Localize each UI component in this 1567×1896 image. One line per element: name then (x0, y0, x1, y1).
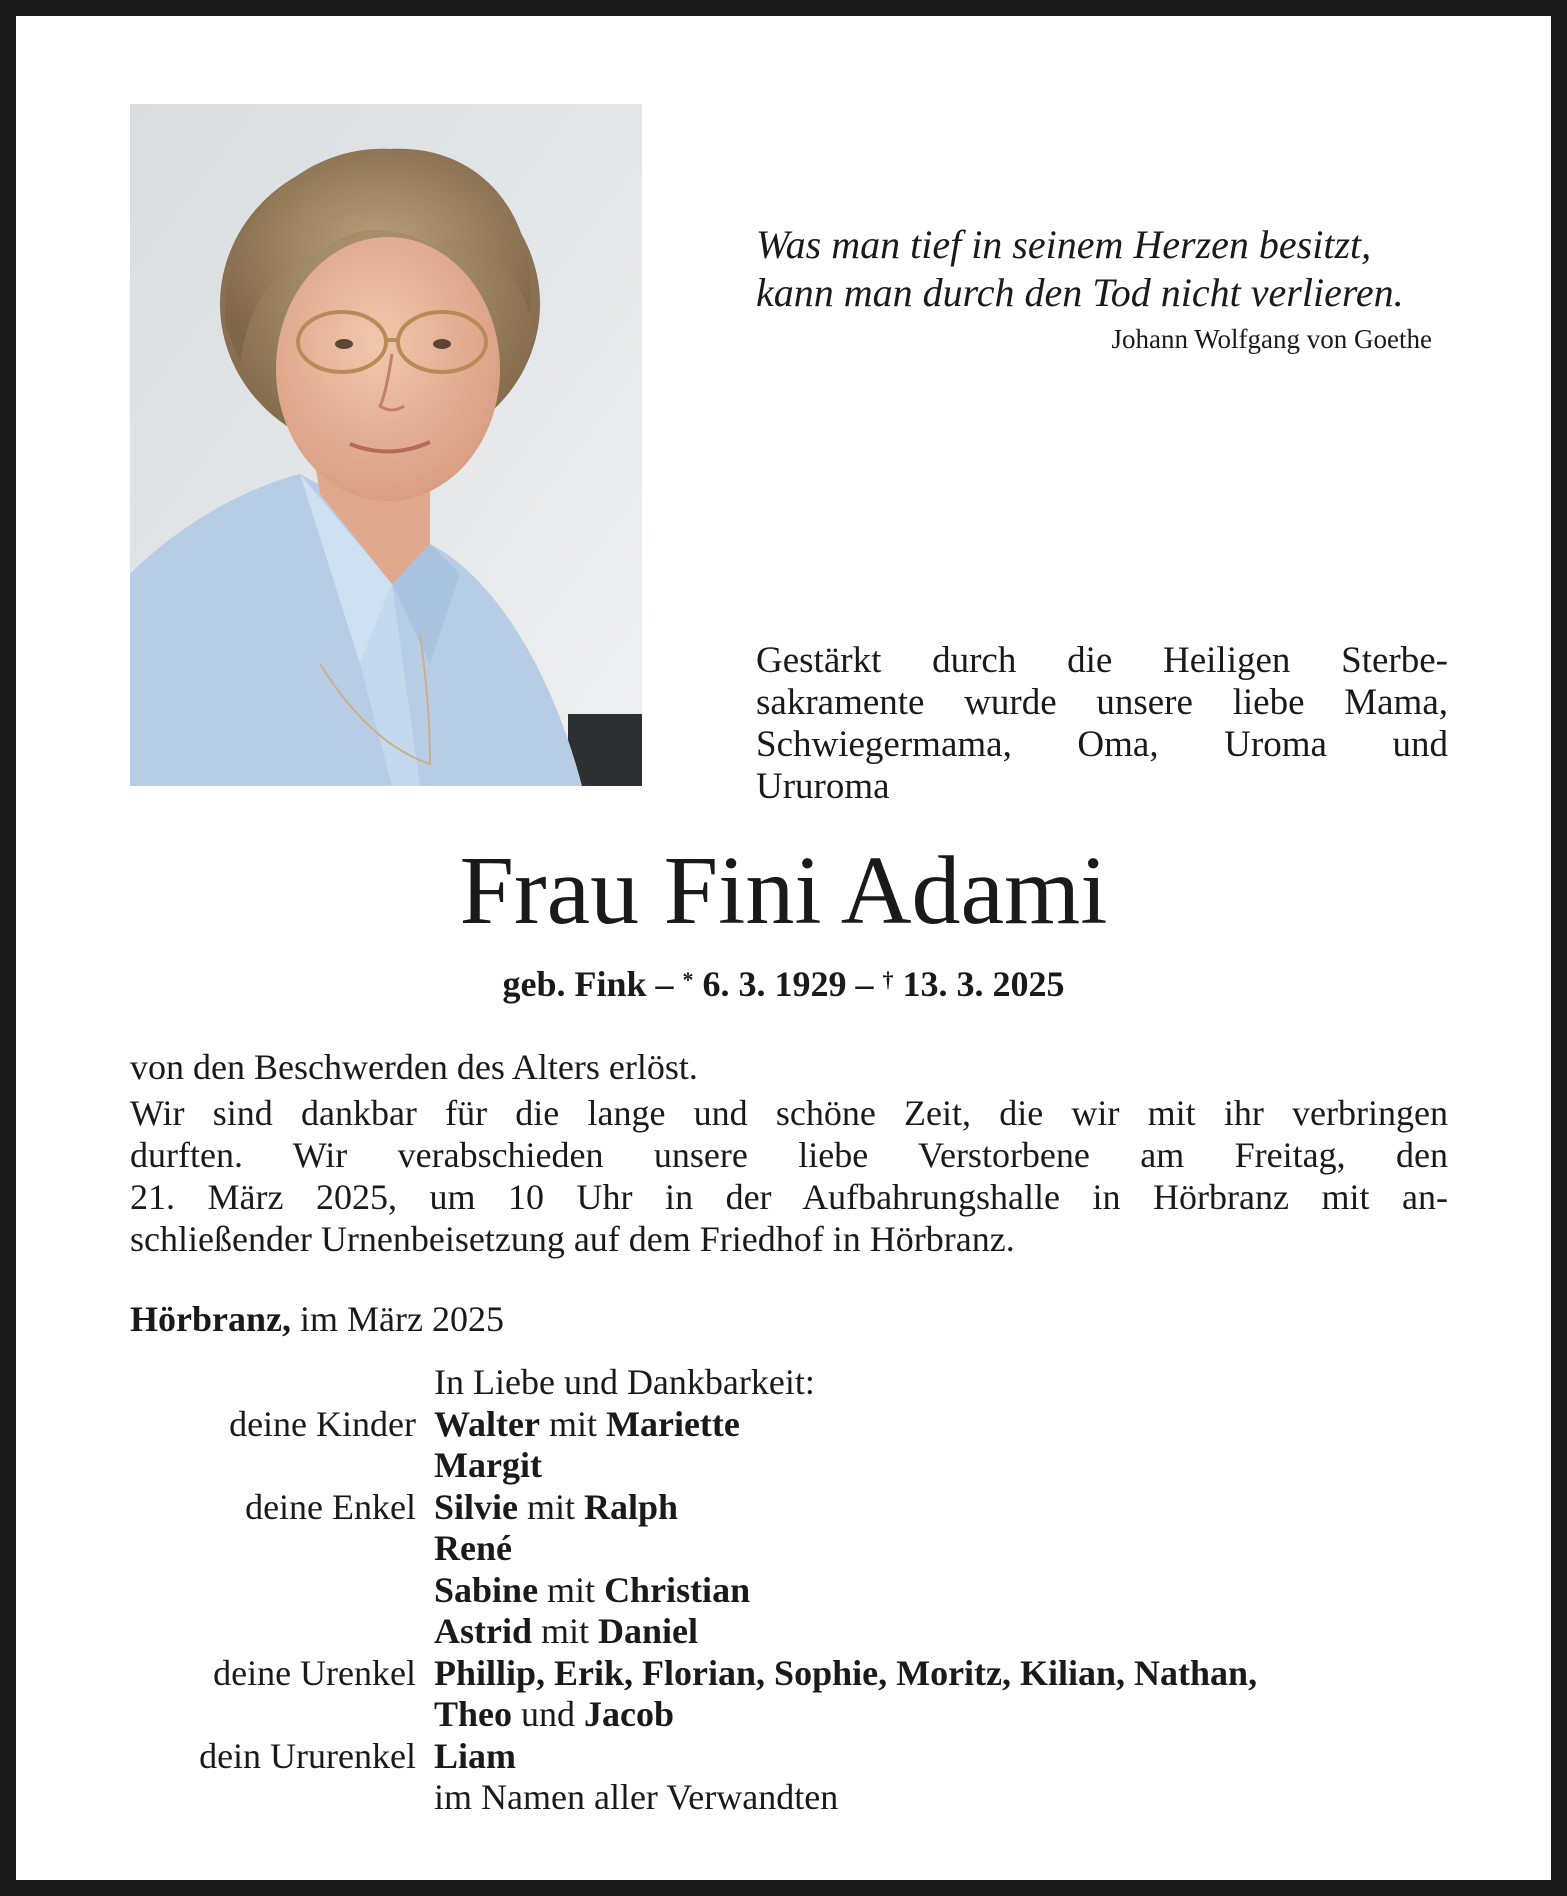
family-row (130, 1487, 1448, 1529)
family-row (130, 1404, 1448, 1446)
with-word: mit (547, 1569, 596, 1610)
place-town: Hörbranz, (130, 1299, 291, 1339)
family-row (130, 1653, 1448, 1695)
birth-date: 6. 3. 1929 (702, 964, 847, 1004)
family-row (130, 1528, 1448, 1570)
grandchildren-label: deine Enkel (245, 1486, 416, 1527)
body-line-2: durften. Wir verabschieden unsere liebe Verstorbene am Freitag, den (130, 1135, 1448, 1175)
greatgrandchild-name: Theo (434, 1694, 513, 1734)
deceased-name: Frau Fini Adami (459, 837, 1108, 945)
grandchild-name: Astrid (434, 1611, 532, 1651)
portrait-image (130, 104, 642, 786)
with-word: mit (548, 1403, 597, 1444)
place-date: im März 2025 (299, 1299, 504, 1339)
place-and-date (130, 1298, 930, 1340)
intro-line-2: sakramente wurde unsere liebe Mama, (756, 682, 1448, 723)
intro-line-3: Schwiegermama, Oma, Uroma und (756, 724, 1448, 765)
family-row (130, 1694, 1448, 1736)
family-row (130, 1736, 1448, 1778)
grandchild-name: Silvie (434, 1486, 519, 1527)
with-word: mit (541, 1611, 590, 1651)
greatgrandchildren-label: deine Urenkel (213, 1652, 416, 1693)
greatgreatgrandchild-label: dein Ururenkel (199, 1735, 416, 1776)
quote-author: Johann Wolfgang von Goethe (1111, 324, 1432, 354)
greatgrandchild-name: Jacob (584, 1694, 675, 1734)
grandchild-name: Sabine (434, 1569, 539, 1610)
children-label: deine Kinder (229, 1403, 416, 1444)
greatgreatgrandchild-name: Liam (434, 1735, 517, 1776)
announcement-body (130, 1046, 1448, 1260)
birth-symbol: * (682, 967, 694, 992)
child-name: Margit (434, 1445, 542, 1485)
partner-name: Ralph (584, 1486, 679, 1527)
partner-name: Mariette (605, 1403, 740, 1444)
family-list (130, 1362, 1448, 1819)
family-heading: In Liebe und Dankbarkeit: (434, 1362, 815, 1402)
quote-line-1: Was man tief in seinem Herzen besitzt, (756, 222, 1372, 267)
death-date: 13. 3. 2025 (902, 964, 1065, 1004)
grandchild-name: René (434, 1528, 512, 1568)
family-row (130, 1570, 1448, 1612)
goethe-quote (756, 221, 1432, 317)
child-name: Walter (434, 1403, 540, 1444)
family-row (130, 1445, 1448, 1487)
intro-line-4: Ururoma (756, 766, 890, 807)
body-line-3: 21. März 2025, um 10 Uhr in der Aufbahrungshalle in Hörbranz mit an- (130, 1177, 1448, 1217)
body-paragraph-1: von den Beschwerden des Alters erlöst. (130, 1047, 698, 1087)
family-closing-row (130, 1777, 1448, 1819)
obituary-card (16, 16, 1551, 1880)
portrait-photo (130, 104, 642, 786)
life-dates: geb. Fink – * 6. 3. 1929 – † 13. 3. 2025 (502, 964, 1065, 1004)
body-line-4: schließender Urnenbeisetzung auf dem Friedhof in Hörbranz. (130, 1219, 1015, 1259)
family-closing: im Namen aller Verwandten (434, 1777, 839, 1817)
family-row (130, 1611, 1448, 1653)
partner-name: Christian (604, 1569, 751, 1610)
with-word: mit (527, 1486, 576, 1527)
and-word: und (521, 1694, 576, 1734)
greatgrandchildren-names: Phillip, Erik, Florian, Sophie, Moritz, Kilian, Nathan, (434, 1652, 1258, 1693)
quote-line-2: kann man durch den Tod nicht verlieren. (756, 270, 1404, 315)
intro-text (756, 640, 1448, 808)
body-line-1: Wir sind dankbar für die lange und schöne Zeit, die wir mit ihr verbringen (130, 1093, 1448, 1133)
birth-name: geb. Fink (502, 964, 647, 1004)
intro-line-1: Gestärkt durch die Heiligen Sterbe- (756, 640, 1448, 681)
partner-name: Daniel (598, 1611, 699, 1651)
death-symbol: † (882, 967, 894, 992)
family-heading-row (130, 1362, 1448, 1404)
